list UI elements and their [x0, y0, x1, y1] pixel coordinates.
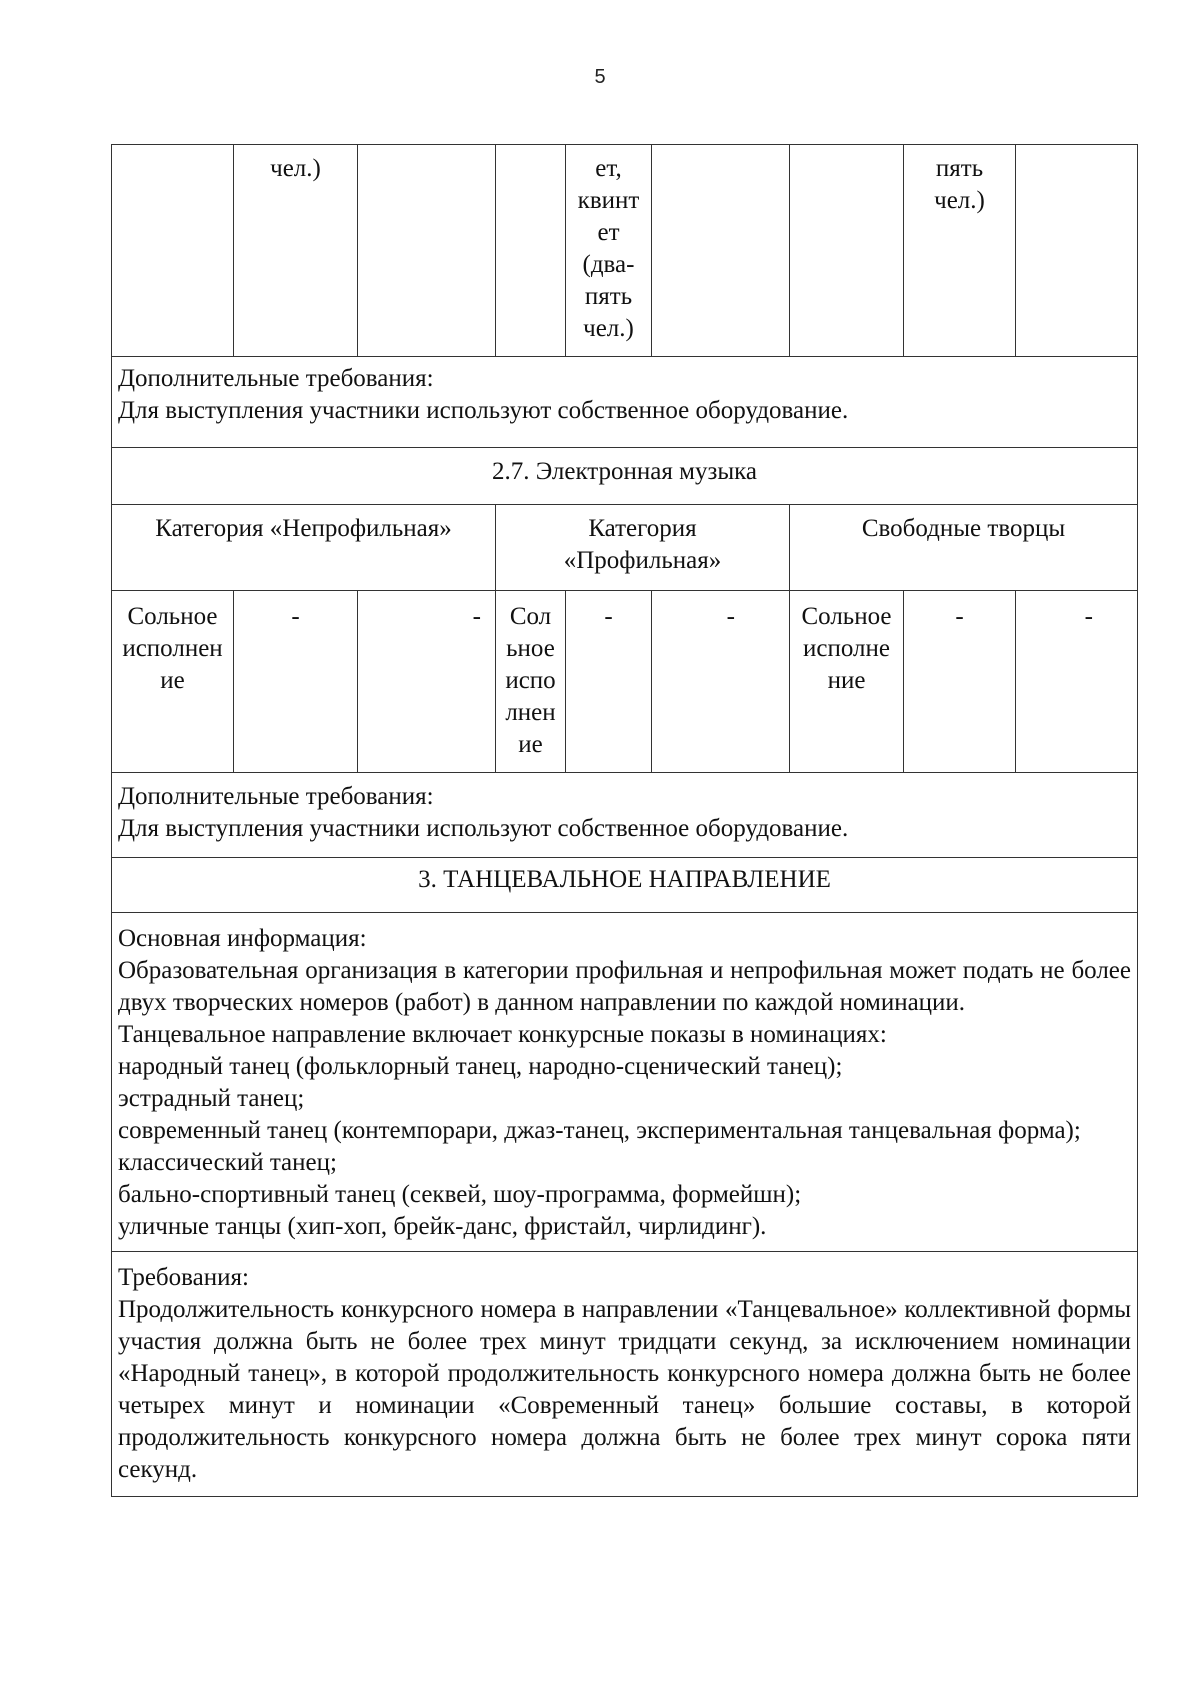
section-heading-row [112, 448, 1138, 505]
requirements-block [112, 1252, 1138, 1497]
cell-line: Сол [509, 603, 552, 630]
cell-dash: - [652, 591, 790, 773]
cell-dash: - [358, 591, 496, 773]
category-free-creators: Свободные творцы [790, 505, 1138, 591]
cell-dash: - [566, 591, 652, 773]
category-profile-line: «Профильная» [563, 547, 722, 574]
cell-line: исполне [803, 635, 890, 662]
main-info-title: Основная информация: [118, 925, 367, 952]
cell-empty [112, 145, 234, 357]
cell-line: пять [935, 155, 984, 182]
cell-empty [652, 145, 790, 357]
cell-line: пять [584, 283, 633, 310]
additional-requirements-text: Для выступления участники используют собственное оборудование. [118, 397, 849, 424]
main-info-row [112, 913, 1138, 1252]
document-table [111, 144, 1138, 1497]
cell-line: квинт [577, 187, 640, 214]
cell-line: ет, [595, 155, 622, 182]
additional-requirements-block [112, 357, 1138, 448]
requirements-text: Продолжительность конкурсного номера в направлении «Танцевальное» коллективной формы участия должна быть не более трех минут тридцати секунд, за исключением номинации «Народный танец», в которой продолжительность конкурсного номера должна быть не более четырех минут и номинации «Современный танец» большие составы, в которой продолжительность конкурсного номера должна быть не более трех минут сорока пяти секунд. [118, 1296, 1131, 1483]
category-profile-line: Категория [588, 515, 697, 542]
cell-dash: - [1016, 591, 1138, 773]
cell-line: испо [505, 667, 556, 694]
continuation-row [112, 145, 1138, 357]
cell-line: Сольное [801, 603, 892, 630]
cell-people-count: чел.) [234, 145, 358, 357]
cell-line: ние [827, 667, 866, 694]
cell-line: ие [160, 667, 185, 694]
categories-row [112, 505, 1138, 591]
cell-line: ет [597, 219, 620, 246]
nomination-item: бально-спортивный танец (секвей, шоу-программа, формейшн); [118, 1181, 802, 1208]
nomination-item: современный танец (контемпорари, джаз-танец, экспериментальная танцевальная форма); [118, 1117, 1081, 1144]
additional-requirements-row [112, 773, 1138, 858]
nomination-item: эстрадный танец; [118, 1085, 305, 1112]
additional-requirements-text: Для выступления участники используют собственное оборудование. [118, 815, 849, 842]
cell-quintet [566, 145, 652, 357]
section-heading-dance: 3. ТАНЦЕВАЛЬНОЕ НАПРАВЛЕНИЕ [112, 858, 1138, 913]
cell-solo-profile [496, 591, 566, 773]
cell-line: чел.) [934, 187, 985, 214]
nomination-item: классический танец; [118, 1149, 337, 1176]
category-nonprofile: Категория «Непрофильная» [112, 505, 496, 591]
main-info-block [112, 913, 1138, 1252]
nomination-item: уличные танцы (хип-хоп, брейк-данс, фристайл, чирлидинг). [118, 1213, 767, 1240]
category-profile [496, 505, 790, 591]
main-info-paragraph: Танцевальное направление включает конкурсные показы в номинациях: [118, 1021, 887, 1048]
additional-requirements-title: Дополнительные требования: [118, 365, 434, 392]
cell-empty [358, 145, 496, 357]
nomination-item: народный танец (фольклорный танец, народно-сценический танец); [118, 1053, 843, 1080]
cell-line: Сольное [127, 603, 218, 630]
additional-requirements-title: Дополнительные требования: [118, 783, 434, 810]
cell-solo-free [790, 591, 904, 773]
cell-empty [790, 145, 904, 357]
cell-empty [496, 145, 566, 357]
cell-dash: - [234, 591, 358, 773]
cell-line: ие [518, 731, 543, 758]
cell-line: (два- [582, 251, 635, 278]
section-heading-row [112, 858, 1138, 913]
cell-empty [1016, 145, 1138, 357]
cell-line: чел.) [583, 315, 634, 342]
cell-five-people [904, 145, 1016, 357]
cell-solo-nonprofile [112, 591, 234, 773]
requirements-title: Требования: [118, 1264, 249, 1291]
cell-dash: - [904, 591, 1016, 773]
page-number: 5 [594, 66, 606, 88]
cell-line: исполнен [122, 635, 223, 662]
section-heading-electronic-music: 2.7. Электронная музыка [112, 448, 1138, 505]
additional-requirements-block [112, 773, 1138, 858]
solo-performance-row [112, 591, 1138, 773]
requirements-row [112, 1252, 1138, 1497]
main-info-paragraph: Образовательная организация в категории профильная и непрофильная может подать не более двух творческих номеров (работ) в данном направлении по каждой номинации. [118, 957, 1131, 1016]
cell-line: лнен [505, 699, 556, 726]
additional-requirements-row [112, 357, 1138, 448]
cell-line: ьное [506, 635, 555, 662]
